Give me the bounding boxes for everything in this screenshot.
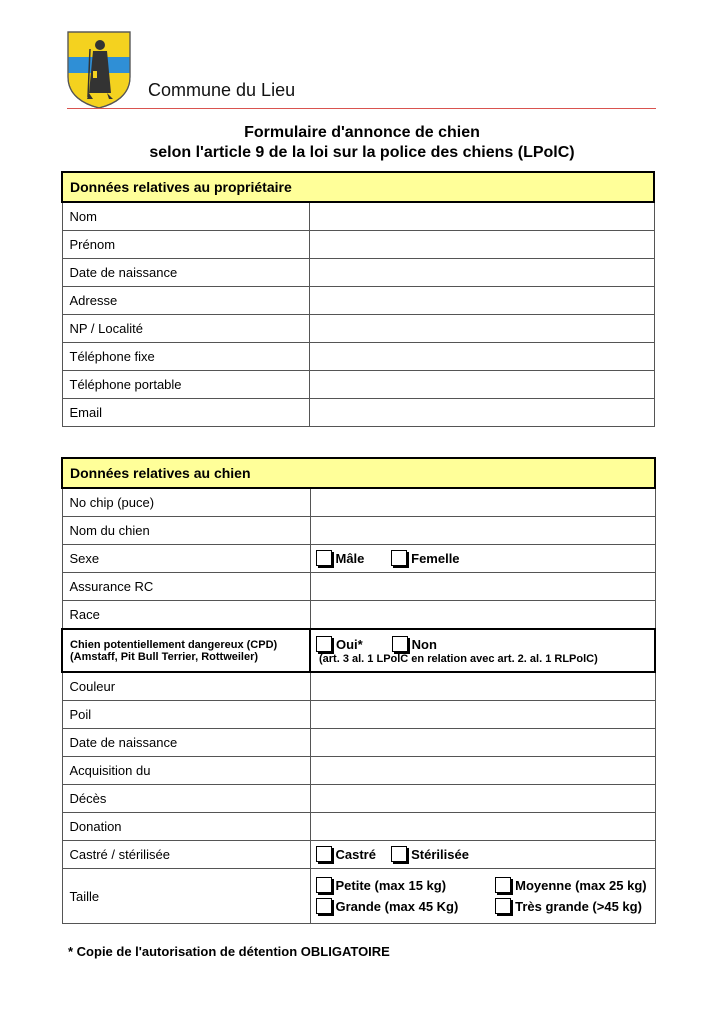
dog-label-cpd: [62, 629, 310, 672]
neuter-sterilisee-label: Stérilisée: [411, 847, 469, 863]
dog-label-birthdate: Date de naissance: [62, 729, 310, 757]
dog-label-acquisition: Acquisition du: [62, 757, 310, 785]
dog-label-chip: No chip (puce): [62, 488, 310, 517]
owner-label-nom: Nom: [62, 202, 309, 231]
cpd-label-line2: (Amstaff, Pit Bull Terrier, Rottweiler): [70, 650, 259, 663]
owner-label-postcode: NP / Localité: [62, 315, 309, 343]
form-title-line2: selon l'article 9 de la loi sur la police des chiens (LPolC): [149, 144, 575, 161]
dog-input-donation[interactable]: [310, 813, 655, 841]
commune-name: Commune du Lieu: [148, 80, 296, 100]
footer-note: * Copie de l'autorisation de détention OBLIGATOIRE: [68, 944, 390, 959]
dog-table: [61, 457, 656, 924]
dog-label-insurance: Assurance RC: [62, 573, 310, 601]
dog-input-coat[interactable]: [310, 701, 655, 729]
owner-input-birthdate[interactable]: [309, 259, 654, 287]
dog-input-insurance[interactable]: [310, 573, 655, 601]
owner-label-address: Adresse: [62, 287, 309, 315]
form-title-line1: Formulaire d'annonce de chien: [244, 124, 480, 141]
dog-label-sex: Sexe: [62, 545, 310, 573]
cpd-label-line1: Chien potentiellement dangereux (CPD): [70, 638, 278, 651]
owner-table: [61, 171, 655, 427]
dog-label-neuter: Castré / stérilisée: [62, 841, 310, 869]
dog-input-birthdate[interactable]: [310, 729, 655, 757]
dog-input-name[interactable]: [310, 517, 655, 545]
sex-male-checkbox[interactable]: [316, 550, 332, 566]
cpd-no-checkbox[interactable]: [392, 636, 408, 652]
header-divider: [67, 108, 656, 109]
sex-female-checkbox[interactable]: [391, 550, 407, 566]
dog-label-breed: Race: [62, 601, 310, 630]
owner-input-nom[interactable]: [309, 202, 654, 231]
owner-input-mobile[interactable]: [309, 371, 654, 399]
owner-label-birthdate: Date de naissance: [62, 259, 309, 287]
neuter-castre-checkbox[interactable]: [316, 846, 332, 862]
size-small-checkbox[interactable]: [316, 877, 332, 893]
dog-input-breed[interactable]: [310, 601, 655, 630]
dog-label-donation: Donation: [62, 813, 310, 841]
size-xlarge-label: Très grande (>45 kg): [515, 899, 642, 915]
cpd-yes-label: Oui*: [336, 637, 363, 653]
owner-input-prenom[interactable]: [309, 231, 654, 259]
dog-input-chip[interactable]: [310, 488, 655, 517]
size-large-label: Grande (max 45 Kg): [335, 899, 459, 915]
owner-input-postcode[interactable]: [309, 315, 654, 343]
dog-label-coat: Poil: [62, 701, 310, 729]
dog-cpd-options: [310, 629, 655, 672]
dog-input-acquisition[interactable]: [310, 757, 655, 785]
cpd-no-label: Non: [411, 637, 437, 653]
owner-section-title: Données relatives au propriétaire: [62, 172, 654, 202]
neuter-castre-label: Castré: [335, 847, 376, 863]
size-large-checkbox[interactable]: [316, 898, 332, 914]
dog-input-death[interactable]: [310, 785, 655, 813]
dog-label-name: Nom du chien: [62, 517, 310, 545]
dog-section-title: Données relatives au chien: [62, 458, 655, 488]
size-xlarge-checkbox[interactable]: [495, 898, 511, 914]
dog-label-size: Taille: [62, 869, 310, 924]
dog-label-color: Couleur: [62, 672, 310, 701]
owner-input-address[interactable]: [309, 287, 654, 315]
owner-label-phone: Téléphone fixe: [62, 343, 309, 371]
owner-label-mobile: Téléphone portable: [62, 371, 309, 399]
sex-male-label: Mâle: [335, 551, 365, 567]
coat-of-arms-icon: [67, 31, 131, 109]
dog-size-options: [310, 869, 655, 924]
owner-input-phone[interactable]: [309, 343, 654, 371]
owner-label-prenom: Prénom: [62, 231, 309, 259]
dog-input-color[interactable]: [310, 672, 655, 701]
dog-neuter-options: [310, 841, 655, 869]
cpd-legal-note: (art. 3 al. 1 LPolC en relation avec art. 2. al. 1 RLPolC): [319, 652, 598, 665]
size-medium-label: Moyenne (max 25 kg): [515, 878, 647, 894]
dog-sex-options: [310, 545, 655, 573]
dog-label-death: Décès: [62, 785, 310, 813]
size-medium-checkbox[interactable]: [495, 877, 511, 893]
neuter-sterilisee-checkbox[interactable]: [391, 846, 407, 862]
owner-input-email[interactable]: [309, 399, 654, 427]
sex-female-label: Femelle: [411, 551, 460, 567]
owner-label-email: Email: [62, 399, 309, 427]
cpd-yes-checkbox[interactable]: [316, 636, 332, 652]
size-small-label: Petite (max 15 kg): [335, 878, 447, 894]
